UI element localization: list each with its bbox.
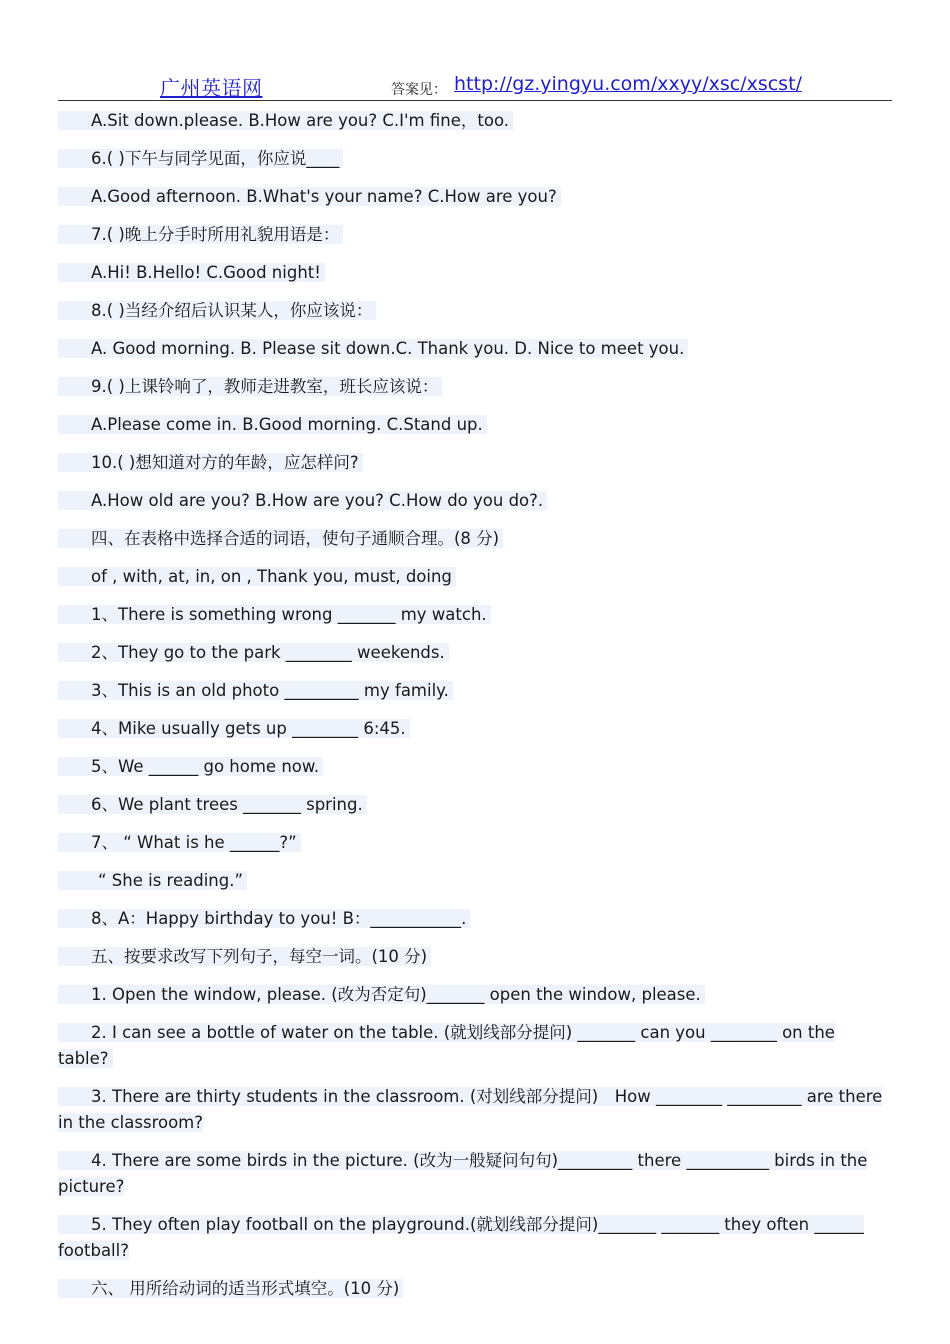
question-line — [58, 792, 892, 818]
question-line — [58, 298, 892, 324]
line-text: 3、This is an old photo _________ my family. — [58, 681, 453, 700]
line-text: 7.( )晚上分手时所用礼貌用语是： — [58, 225, 343, 244]
line-text: 2、They go to the park ________ weekends. — [58, 643, 449, 662]
line-text: 8、A：Happy birthday to you! B：___________. — [58, 909, 470, 928]
line-text: 6.( )下午与同学见面，你应说____ — [58, 149, 343, 168]
answer-line — [58, 868, 892, 894]
line-text: “ She is reading.” — [58, 871, 247, 890]
line-text: A.Hi! B.Hello! C.Good night! — [58, 263, 325, 282]
line-text: of , with, at, in, on , Thank you, must, doing — [58, 567, 456, 586]
worksheet-content — [58, 108, 892, 1314]
answer-url-link[interactable]: http://gz.yingyu.com/xxyy/xsc/xscst/ — [454, 73, 802, 95]
question-line — [58, 1148, 892, 1200]
option-line — [58, 412, 892, 438]
answer-label: 答案见： — [391, 82, 447, 98]
line-text: 四、在表格中选择合适的词语，使句子通顺合理。(8 分) — [58, 529, 503, 548]
line-text: 1、There is something wrong _______ my watch. — [58, 605, 491, 624]
line-text: 9.( )上课铃响了，教师走进教室，班长应该说： — [58, 377, 442, 396]
word-bank — [58, 564, 892, 590]
question-line — [58, 146, 892, 172]
line-text: 7、 “ What is he ______?” — [58, 833, 301, 852]
question-line — [58, 716, 892, 742]
line-text: 五、按要求改写下列句子，每空一词。(10 分) — [58, 947, 431, 966]
line-text: 6、We plant trees _______ spring. — [58, 795, 367, 814]
line-text: A. Good morning. B. Please sit down.C. Thank you. D. Nice to meet you. — [58, 339, 688, 358]
line-text: 2. I can see a bottle of water on the table. (就划线部分提问) _______ can you ________ on the table? — [58, 1023, 835, 1068]
line-text: 8.( )当经介绍后认识某人，你应该说： — [58, 301, 376, 320]
question-line — [58, 906, 892, 932]
line-text: 4、Mike usually gets up ________ 6:45. — [58, 719, 410, 738]
page-header — [58, 68, 892, 101]
line-text: 六、 用所给动词的适当形式填空。(10 分) — [58, 1279, 403, 1298]
question-line — [58, 754, 892, 780]
line-text: A.Good afternoon. B.What's your name? C.How are you? — [58, 187, 561, 206]
line-text: 1. Open the window, please. (改为否定句)_______ open the window, please. — [58, 985, 705, 1004]
line-text: 3. There are thirty students in the classroom. (对划线部分提问) How ________ _________ are there in the classroom? — [58, 1087, 883, 1132]
question-line — [58, 1212, 892, 1264]
line-text: A.Sit down.please. B.How are you? C.I'm fine，too. — [58, 111, 513, 130]
line-text: 10.( )想知道对方的年龄，应怎样问? — [58, 453, 363, 472]
question-line — [58, 830, 892, 856]
line-text: A.Please come in. B.Good morning. C.Stand up. — [58, 415, 487, 434]
option-line — [58, 488, 892, 514]
line-text: 4. There are some birds in the picture. (改为一般疑问句句)_________ there __________ birds in the picture? — [58, 1151, 868, 1196]
question-line — [58, 678, 892, 704]
section-heading — [58, 1276, 892, 1302]
question-line — [58, 640, 892, 666]
question-line — [58, 1020, 892, 1072]
section-heading — [58, 526, 892, 552]
line-text: 5、We ______ go home now. — [58, 757, 323, 776]
question-line — [58, 982, 892, 1008]
line-text: 5. They often play football on the playground.(就划线部分提问)_______ _______ they often ______ football? — [58, 1215, 864, 1260]
question-line — [58, 450, 892, 476]
section-heading — [58, 944, 892, 970]
option-line — [58, 336, 892, 362]
option-line — [58, 260, 892, 286]
question-line — [58, 374, 892, 400]
line-text: A.How old are you? B.How are you? C.How do you do?. — [58, 491, 547, 510]
site-name-link[interactable]: 广州英语网 — [160, 76, 263, 100]
option-line — [58, 108, 892, 134]
question-line — [58, 602, 892, 628]
question-line — [58, 222, 892, 248]
question-line — [58, 1084, 892, 1136]
option-line — [58, 184, 892, 210]
